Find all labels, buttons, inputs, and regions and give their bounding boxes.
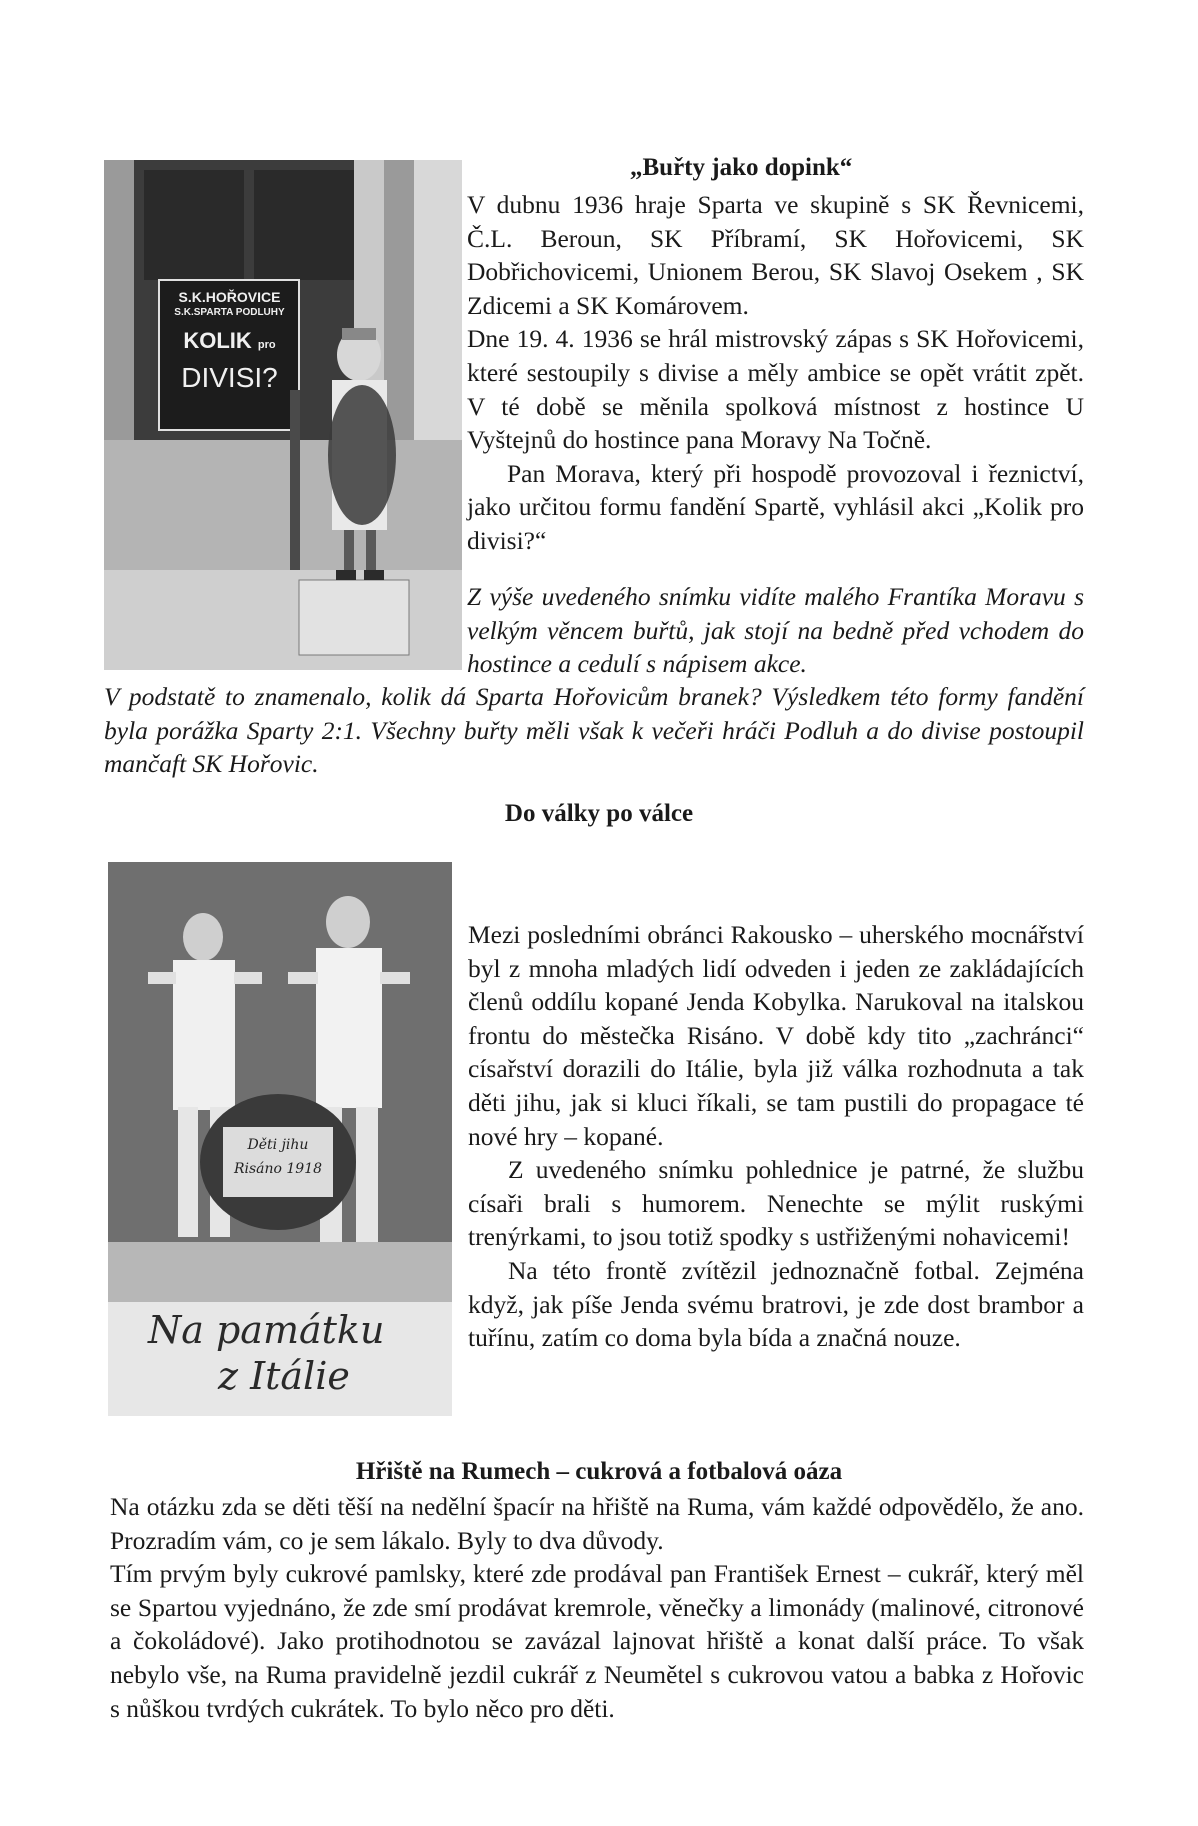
sign-word-pro: pro bbox=[257, 339, 276, 351]
sign-line-horovice: S.K.HOŘOVICE bbox=[178, 289, 281, 305]
section1-paragraph-2: Dne 19. 4. 1936 se hrál mistrovský zápas s SK Hořovicemi, které sestoupily s divise a měly ambice se opět vrátit zpět. V té době se měnila spolková místnost z hostince U Vyštejnů do hostince pana Moravy Na Točně. bbox=[467, 324, 1084, 455]
photo-soldiers-postcard bbox=[108, 862, 452, 1416]
section1-paragraph-3: Pan Morava, který při hospodě provozoval i řeznictví, jako určitou formu fandění Spartě, vyhlásil akci „Kolik pro divisi?“ bbox=[467, 458, 1084, 555]
section2-text bbox=[468, 918, 1084, 1355]
section3-text bbox=[110, 1490, 1084, 1725]
section-heading-hriste: Hřiště na Rumech – cukrová a fotbalová oáza bbox=[355, 1458, 843, 1485]
handwriting-line-2: z Itálie bbox=[218, 1354, 350, 1398]
section2-paragraph-1: Mezi posledními obránci Rakousko – uherského mocnářství byl z mnoha mladých lidí odveden i jeden ze zakládajících členů oddílu kopané Jenda Kobylka. Narukoval na italskou frontu do městečka Risáno. V době kdy tito „zachránci“ císařství dorazili do Itálie, byla již válka rozhodnuta a tak děti jihu, jak si kluci říkali, se tam pustili do propagace té nové hry – kopané. bbox=[468, 920, 1084, 1151]
postcard-handwriting bbox=[148, 1307, 428, 1399]
sign-word-kolik: KOLIK bbox=[183, 328, 252, 353]
photo-boy-caption: Z výše uvedeného snímku vidíte malého Frantíka Moravu s velkým věncem buřtů, jak stojí na bedně před vchodem do hostince a cedulí s nápisem akce. bbox=[467, 582, 1084, 679]
sign-line-sparta: S.K.SPARTA PODLUHY bbox=[174, 307, 285, 318]
section3-paragraph-2: Tím prvým byly cukrové pamlsky, které zde prodával pan František Ernest – cukrář, který měl se Spartou vyjednáno, že zde smí prodávat kremrole, věnečky a limonády (malinové, citronové a čokoládové). Jako protihodnotou se zavázal lajnovat hřiště a konat další práce. To však nebylo vše, na Ruma pravidelně jezdil cukrář z Neumětel s cukrovou vatou a babka z Hořovic s nůškou tvrdých cukrátek. To bylo něco pro děti. bbox=[110, 1559, 1084, 1723]
sign-line-divisi: DIVISI? bbox=[181, 362, 278, 393]
photo-sign bbox=[162, 283, 297, 428]
section-heading-burty: „Buřty jako dopink“ bbox=[630, 154, 853, 181]
wreath-line-2: Risáno 1918 bbox=[233, 1161, 323, 1177]
handwriting-line-1: Na památku bbox=[148, 1308, 385, 1352]
section3-paragraph-1: Na otázku zda se děti těší na nedělní špacír na hřiště na Ruma, vám každé odpovědělo, že ano. Prozradím vám, co je sem lákalo. Byly to dva důvody. bbox=[110, 1492, 1084, 1555]
section1-text bbox=[467, 188, 1084, 558]
wreath-text bbox=[223, 1127, 333, 1197]
section1-conclusion: V podstatě to znamenalo, kolik dá Sparta Hořovicům branek? Výsledkem této formy fandění byla porážka Sparty 2:1. Všechny buřty měli však k večeři hráči Podluh a do divise postoupil mančaft SK Hořovic. bbox=[104, 682, 1084, 779]
wreath-line-1: Děti jihu bbox=[247, 1137, 309, 1153]
section2-paragraph-2: Z uvedeného snímku pohlednice je patrné, že službu císaři brali s humorem. Nenechte se mýlit ruskými trenýrkami, to jsou totiž spodky s ustřiženými nohavicemi! bbox=[468, 1155, 1084, 1252]
section2-paragraph-3: Na této frontě zvítězil jednoznačně fotbal. Zejména když, jak píše Jenda svému bratrovi, je zde dost brambor a tuřínu, zatím co doma byla bída a značná nouze. bbox=[468, 1255, 1084, 1353]
sign-line-kolik bbox=[162, 328, 297, 354]
section1-paragraph-1: V dubnu 1936 hraje Sparta ve skupině s SK Řevnicemi, Č.L. Beroun, SK Příbramí, SK Hořovicemi, SK Dobřichovicemi, Unionem Berou, SK Slavoj Osekem , SK Zdicemi a SK Komárovem. bbox=[467, 190, 1084, 320]
section-heading-valka: Do války po válce bbox=[504, 800, 694, 827]
photo-boy-with-sausages bbox=[104, 160, 462, 670]
